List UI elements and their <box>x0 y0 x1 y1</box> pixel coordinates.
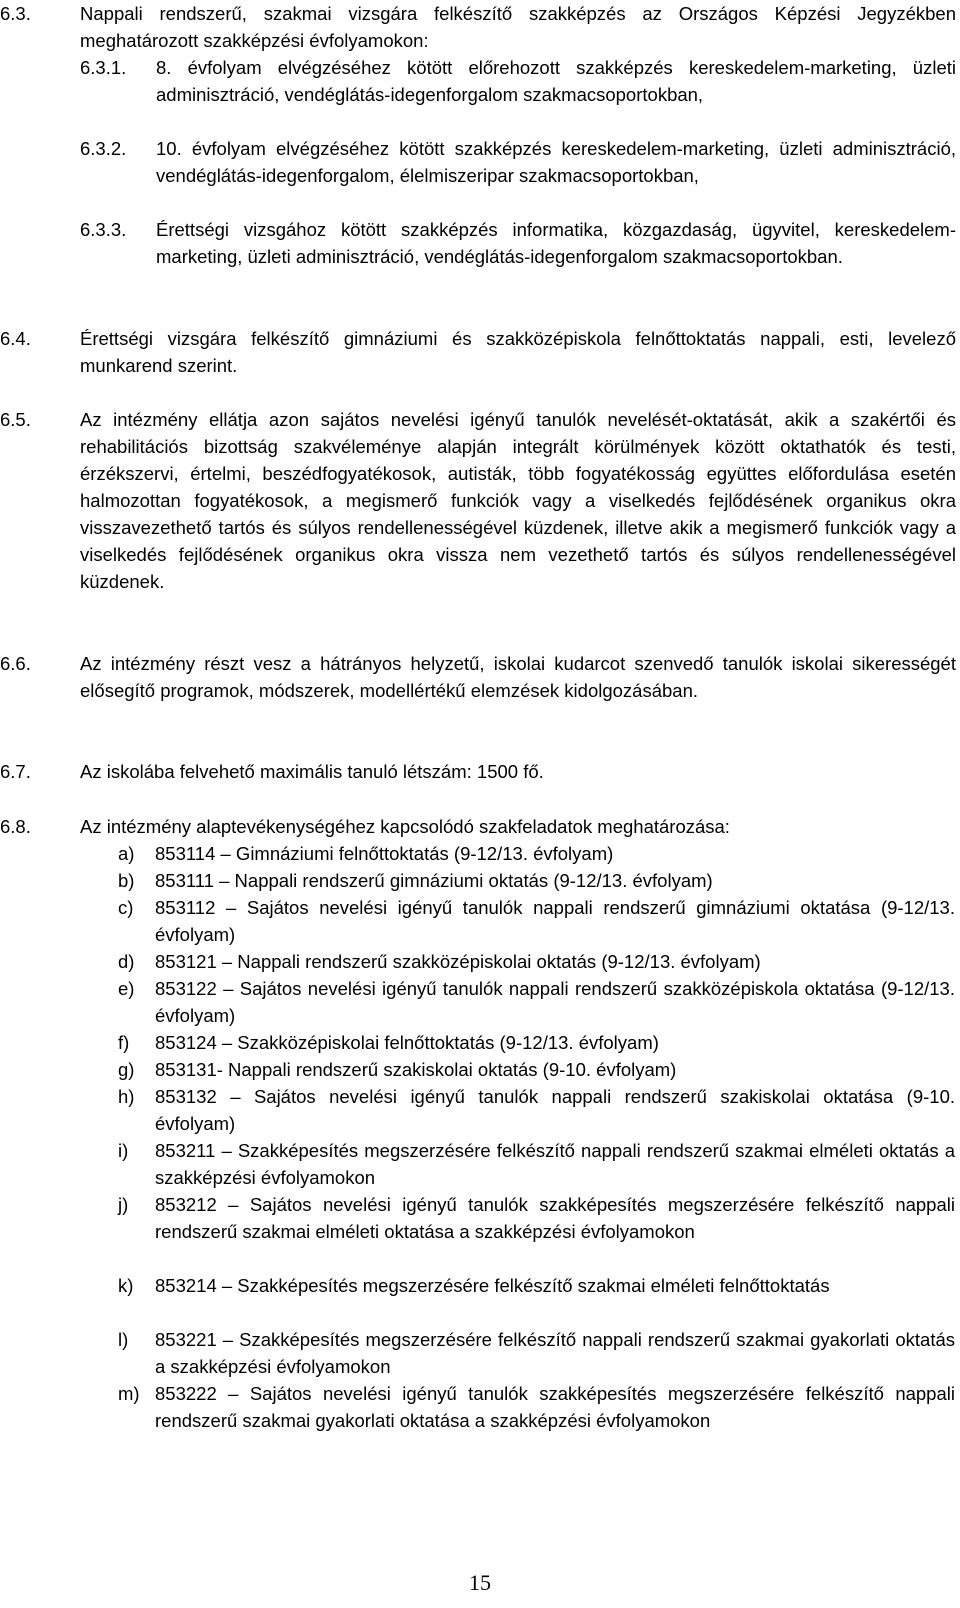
list-item <box>118 1137 955 1191</box>
list-item-text: 853122 – Sajátos nevelési igényű tanulók nappali rendszerű szakközépiskola oktatása (9-12/13. évfolyam) <box>155 978 955 1026</box>
list-item <box>118 1272 955 1299</box>
section-6-4 <box>0 325 956 379</box>
list-item-letter: j) <box>118 1194 129 1215</box>
section-text: Az intézmény részt vesz a hátrányos helyzetű, iskolai kudarcot szenvedő tanulók iskolai sikerességét elősegítő programok, módszerek, modellértékű elemzések kidolgozásában. <box>80 653 956 701</box>
list-item-text: 853222 – Sajátos nevelési igényű tanulók szakképesítés megszerzésére felkészítő nappali rendszerű szakmai gyakorlati oktatása a szakképzési évfolyamokon <box>155 1383 955 1431</box>
subsection-number: 6.3.3. <box>80 219 127 240</box>
list-item-letter: i) <box>118 1140 129 1161</box>
section-number: 6.5. <box>0 409 31 430</box>
list-item-letter: l) <box>118 1329 129 1350</box>
list-item-letter: m) <box>118 1383 140 1404</box>
list-item-letter: b) <box>118 870 135 891</box>
list-item-letter: k) <box>118 1275 134 1296</box>
list-item-text: 853121 – Nappali rendszerű szakközépiskolai oktatás (9-12/13. évfolyam) <box>155 951 761 972</box>
subsection-text: Érettségi vizsgához kötött szakképzés informatika, közgazdaság, ügyvitel, kereskedelem-marketing, üzleti adminisztráció, vendéglátás-idegenforgalom szakmacsoportokban. <box>156 219 956 267</box>
list-item <box>118 840 955 867</box>
section-6-8 <box>0 813 956 840</box>
list-item-text: 853212 – Sajátos nevelési igényű tanulók szakképesítés megszerzésére felkészítő nappali rendszerű szakmai elméleti oktatása a szakképzési évfolyamokon <box>155 1194 955 1242</box>
subsection-number: 6.3.1. <box>80 57 127 78</box>
subsection-6-3-2 <box>80 135 956 189</box>
list-item-text: 853132 – Sajátos nevelési igényű tanulók nappali rendszerű szakiskolai oktatása (9-10. évfolyam) <box>155 1086 955 1134</box>
list-item <box>118 975 955 1029</box>
list-item-letter: c) <box>118 897 134 918</box>
section-text: Az iskolába felvehető maximális tanuló létszám: 1500 fő. <box>80 761 544 782</box>
section-number: 6.6. <box>0 653 31 674</box>
subsection-text: 8. évfolyam elvégzéséhez kötött előrehozott szakképzés kereskedelem-marketing, üzleti adminisztráció, vendéglátás-idegenforgalom szakmacsoportokban, <box>156 57 956 105</box>
list-item-letter: g) <box>118 1059 135 1080</box>
section-6-7 <box>0 758 956 785</box>
list-item <box>118 1191 955 1245</box>
list-item-letter: e) <box>118 978 135 999</box>
subsection-text: 10. évfolyam elvégzéséhez kötött szakképzés kereskedelem-marketing, üzleti adminisztráció, vendéglátás-idegenforgalom, élelmiszeripar szakmacsoportokban, <box>156 138 956 186</box>
section-text: Érettségi vizsgára felkészítő gimnáziumi és szakközépiskola felnőttoktatás nappali, esti, levelező munkarend szerint. <box>80 328 956 376</box>
list-item-text: 853124 – Szakközépiskolai felnőttoktatás (9-12/13. évfolyam) <box>155 1032 659 1053</box>
list-item <box>118 867 955 894</box>
list-item-text: 853114 – Gimnáziumi felnőttoktatás (9-12/13. évfolyam) <box>155 843 614 864</box>
subsection-number: 6.3.2. <box>80 138 127 159</box>
list-item <box>118 1029 955 1056</box>
section-6-6 <box>0 650 956 704</box>
section-text: Az intézmény alaptevékenységéhez kapcsolódó szakfeladatok meghatározása: <box>80 816 730 837</box>
list-item <box>118 1083 955 1137</box>
list-item-letter: h) <box>118 1086 135 1107</box>
page-number: 15 <box>469 1570 491 1595</box>
list-item-letter: d) <box>118 951 135 972</box>
list-item <box>118 1380 955 1434</box>
list-item <box>118 1056 955 1083</box>
section-text: Nappali rendszerű, szakmai vizsgára felkészítő szakképzés az Országos Képzési Jegyzékben meghatározott szakképzési évfolyamokon: <box>80 3 956 51</box>
subsection-6-3-1 <box>80 54 956 108</box>
section-6-5 <box>0 406 956 595</box>
list-item-letter: a) <box>118 843 135 864</box>
list-item <box>118 1326 955 1380</box>
section-text: Az intézmény ellátja azon sajátos nevelési igényű tanulók nevelését-oktatását, akik a szakértői és rehabilitációs bizottság szakvéleménye alapján integrált körülmények között oktathatók és testi, érzékszervi, értelmi, beszédfogyatékosok, autisták, több fogyatékosság együttes előfordulása esetén halmozottan fogyatékosok, a megismerő funkciók vagy a viselkedés fejlődésének organikus okra visszavezethető tartós és súlyos rendellenességével küzdenek, illetve akik a megismerő funkciók vagy a viselkedés fejlődésének organikus okra vissza nem vezethető tartós és súlyos rendellenességével küzdenek. <box>80 409 956 592</box>
list-item-text: 853211 – Szakképesítés megszerzésére felkészítő nappali rendszerű szakmai elméleti oktatás a szakképzési évfolyamokon <box>155 1140 955 1188</box>
list-item <box>118 894 955 948</box>
list-item-text: 853214 – Szakképesítés megszerzésére felkészítő szakmai elméleti felnőttoktatás <box>155 1275 830 1296</box>
list-item-text: 853131- Nappali rendszerű szakiskolai oktatás (9-10. évfolyam) <box>155 1059 677 1080</box>
section-6-3 <box>0 0 956 54</box>
list-item-text: 853111 – Nappali rendszerű gimnáziumi oktatás (9-12/13. évfolyam) <box>155 870 713 891</box>
section-number: 6.8. <box>0 816 31 837</box>
list-item-text: 853112 – Sajátos nevelési igényű tanulók nappali rendszerű gimnáziumi oktatása (9-12/13. évfolyam) <box>155 897 955 945</box>
section-number: 6.3. <box>0 3 31 24</box>
subsection-6-3-3 <box>80 216 956 270</box>
section-number: 6.4. <box>0 328 31 349</box>
list-item-text: 853221 – Szakképesítés megszerzésére felkészítő nappali rendszerű szakmai gyakorlati oktatás a szakképzési évfolyamokon <box>155 1329 955 1377</box>
section-number: 6.7. <box>0 761 31 782</box>
list-item <box>118 948 955 975</box>
list-item-letter: f) <box>118 1032 130 1053</box>
